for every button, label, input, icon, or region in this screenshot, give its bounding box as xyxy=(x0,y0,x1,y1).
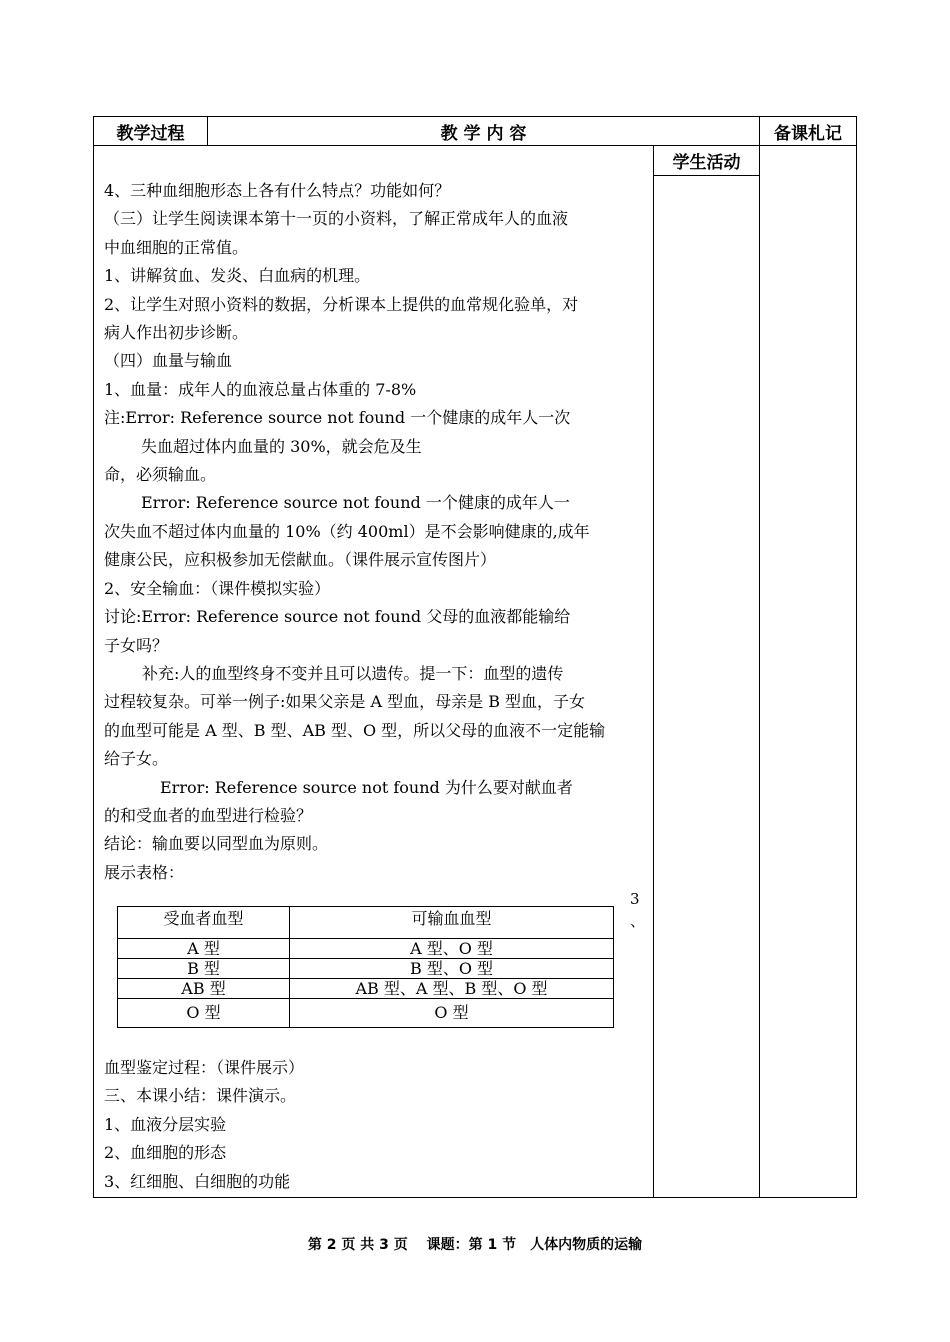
header-donor-type: 可输血血型 xyxy=(411,909,492,928)
table-cell: O 型 xyxy=(434,1003,469,1022)
table-cell: B 型 xyxy=(187,959,220,978)
content-line: 2、血细胞的形态 xyxy=(104,1143,227,1163)
summary-content xyxy=(104,1054,644,1196)
content-line: 1、讲解贫血、发炎、白血病的机理。 xyxy=(104,266,371,286)
content-line: 健康公民，应积极参加无偿献血。（课件展示宣传图片） xyxy=(104,550,497,570)
blood-type-table xyxy=(117,906,614,1028)
content-line: 失血超过体内血量的 30%，就会危及生 xyxy=(141,436,422,456)
table-cell: A 型 xyxy=(187,939,220,958)
content-line: 2、让学生对照小资料的数据，分析课本上提供的血常规化验单，对 xyxy=(104,294,579,314)
header-recipient-type: 受血者血型 xyxy=(163,909,244,928)
content-line: 子女吗？ xyxy=(104,635,169,655)
table-row xyxy=(118,979,613,998)
header-teaching-content: 教 学 内 容 xyxy=(440,123,527,144)
side-note-number: 3 xyxy=(630,890,640,908)
header-notes: 备课札记 xyxy=(774,123,842,144)
table-cell: A 型、O 型 xyxy=(410,939,493,958)
side-note-mark: 、 xyxy=(630,912,646,930)
content-line: Error: Reference source not found 一个健康的成年人一 xyxy=(141,493,570,513)
table-cell: O 型 xyxy=(186,1003,221,1022)
content-line: 3、红细胞、白细胞的功能 xyxy=(104,1171,291,1191)
page-footer: 第 2 页 共 3 页 课题：第 1 节 人体内物质的运输 xyxy=(307,1237,643,1253)
header-student-activity: 学生活动 xyxy=(672,153,741,173)
table-row xyxy=(118,959,613,978)
content-line: 4、三种血细胞形态上各有什么特点？功能如何？ xyxy=(104,181,451,200)
content-line: 过程较复杂。可举一例子:如果父亲是 A 型血，母亲是 B 型血，子女 xyxy=(104,692,586,712)
teaching-content xyxy=(104,177,644,887)
content-line: 的和受血者的血型进行检验？ xyxy=(104,805,313,825)
content-line: 2、安全输血：（课件模拟实验） xyxy=(104,578,331,598)
content-line: 结论：输血要以同型血为原则。 xyxy=(104,834,329,854)
content-line: 展示表格： xyxy=(104,862,185,882)
content-line: （三）让学生阅读课本第十一页的小资料，了解正常成年人的血液 xyxy=(104,209,569,229)
student-header-divider xyxy=(653,175,759,176)
content-line: 的血型可能是 A 型、B 型、AB 型、O 型，所以父母的血液不一定能输 xyxy=(104,720,606,740)
content-line: 病人作出初步诊断。 xyxy=(104,323,249,343)
content-line: 给子女。 xyxy=(104,749,169,769)
table-cell: AB 型、A 型、B 型、O 型 xyxy=(355,979,548,998)
content-line: 三、本课小结：课件演示。 xyxy=(104,1086,297,1106)
col3-divider xyxy=(759,116,760,1198)
content-line: 次失血不超过体内血量的 10%（约 400ml）是不会影响健康的,成年 xyxy=(104,521,590,541)
content-line: 中血细胞的正常值。 xyxy=(104,237,249,257)
student-col-divider xyxy=(653,145,654,1198)
content-line: 讨论:Error: Reference source not found 父母的血液都能输给 xyxy=(104,607,571,627)
table-cell: B 型、O 型 xyxy=(409,959,494,978)
content-line: 1、血量：成年人的血液总量占体重的 7-8% xyxy=(104,379,417,399)
content-line: 注:Error: Reference source not found 一个健康的成年人一次 xyxy=(104,408,571,428)
table-header-row xyxy=(118,907,613,938)
content-line: 1、血液分层实验 xyxy=(104,1114,227,1134)
content-line: 补充:人的血型终身不变并且可以遗传。提一下：血型的遗传 xyxy=(142,663,564,683)
header-teaching-process: 教学过程 xyxy=(116,123,185,144)
content-line: （四）血量与输血 xyxy=(104,351,233,371)
content-line: Error: Reference source not found 为什么要对献血者 xyxy=(160,777,573,797)
table-row xyxy=(118,999,613,1027)
content-line: 血型鉴定过程：（课件展示） xyxy=(104,1058,305,1077)
table-cell: AB 型 xyxy=(181,979,226,998)
content-line: 命，必须输血。 xyxy=(104,465,217,485)
table-row xyxy=(118,939,613,958)
side-note xyxy=(630,888,645,932)
